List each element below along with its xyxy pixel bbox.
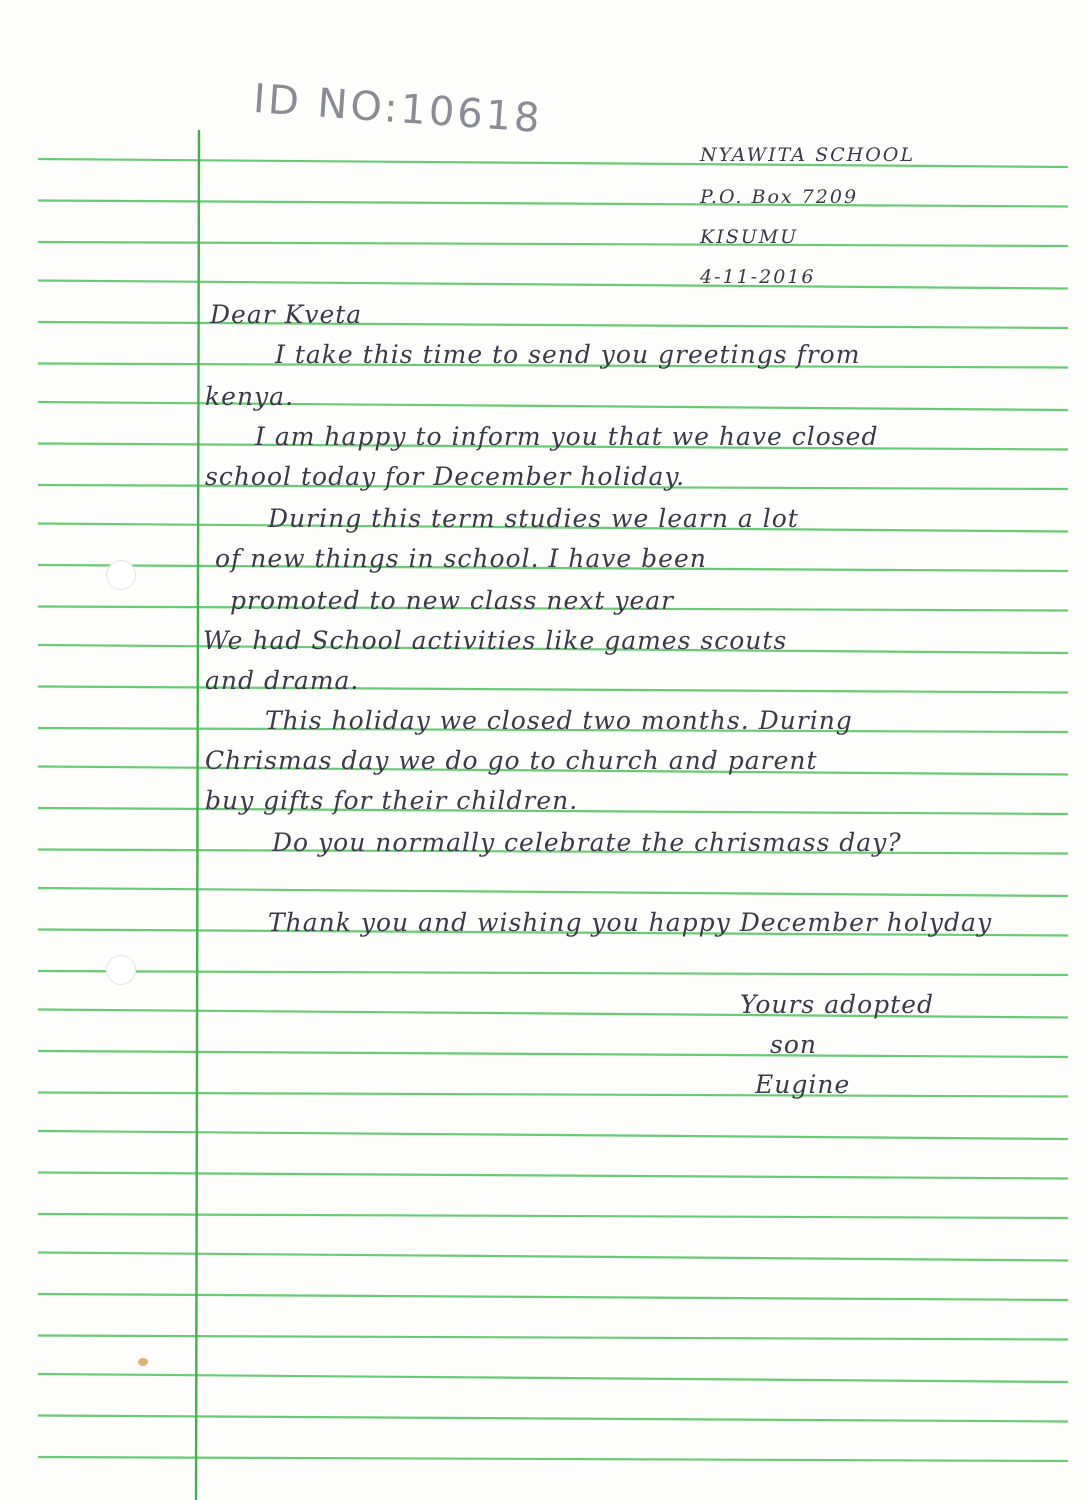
- rule-line: [38, 242, 1068, 246]
- rule-line: [38, 1416, 1068, 1422]
- rule-line: [38, 1214, 1068, 1218]
- rule-line: [38, 888, 1068, 896]
- body-line: Do you normally celebrate the chrismass day?: [272, 828, 902, 857]
- rule-line: [38, 322, 1068, 328]
- paper-spot: [138, 1358, 148, 1366]
- body-line: I take this time to send you greetings from: [275, 340, 861, 369]
- rule-line: [38, 687, 1068, 693]
- body-line: During this term studies we learn a lot: [268, 504, 799, 533]
- punch-hole-top: [106, 560, 136, 590]
- body-line: I am happy to inform you that we have closed: [255, 422, 879, 451]
- rule-line: [38, 1374, 1068, 1382]
- rule-line: [38, 1253, 1068, 1261]
- body-line: school today for December holiday.: [205, 462, 686, 491]
- body-line: buy gifts for their children.: [205, 786, 579, 815]
- body-line: We had School activities like games scouts: [203, 626, 788, 655]
- rule-line: [38, 1093, 1068, 1097]
- rule-line: [38, 402, 1068, 410]
- body-line: and drama.: [205, 666, 360, 695]
- body-line: promoted to new class next year: [230, 586, 675, 615]
- body-line: This holiday we closed two months. During: [265, 706, 853, 735]
- sign-off-yours-adopted: Yours adopted: [740, 990, 935, 1019]
- rule-line: [38, 201, 1068, 207]
- closing-line: Thank you and wishing you happy December holyday: [268, 908, 993, 937]
- rule-line: [38, 1173, 1068, 1179]
- address-school: NYAWITA SCHOOL: [700, 144, 915, 166]
- punch-hole-bottom: [106, 955, 136, 985]
- signature-name: Eugine: [755, 1070, 851, 1099]
- sign-off-son: son: [770, 1030, 817, 1059]
- rule-line: [38, 281, 1068, 289]
- rule-line: [38, 1294, 1068, 1300]
- body-line: kenya.: [205, 382, 295, 411]
- body-line: Chrismas day we do go to church and parent: [205, 746, 818, 775]
- body-line: of new things in school. I have been: [215, 544, 707, 573]
- address-po-box: P.O. Box 7209: [700, 186, 859, 208]
- rule-line: [38, 1336, 1068, 1340]
- id-number-stamp: ID NO:10618: [251, 76, 545, 143]
- rule-line: [38, 1131, 1068, 1139]
- rule-line: [38, 1457, 1068, 1461]
- salutation: Dear Kveta: [210, 300, 363, 329]
- address-town: KISUMU: [700, 226, 799, 248]
- rule-line: [38, 971, 1068, 975]
- letter-date: 4-11-2016: [700, 266, 816, 288]
- rule-line: [38, 1051, 1068, 1057]
